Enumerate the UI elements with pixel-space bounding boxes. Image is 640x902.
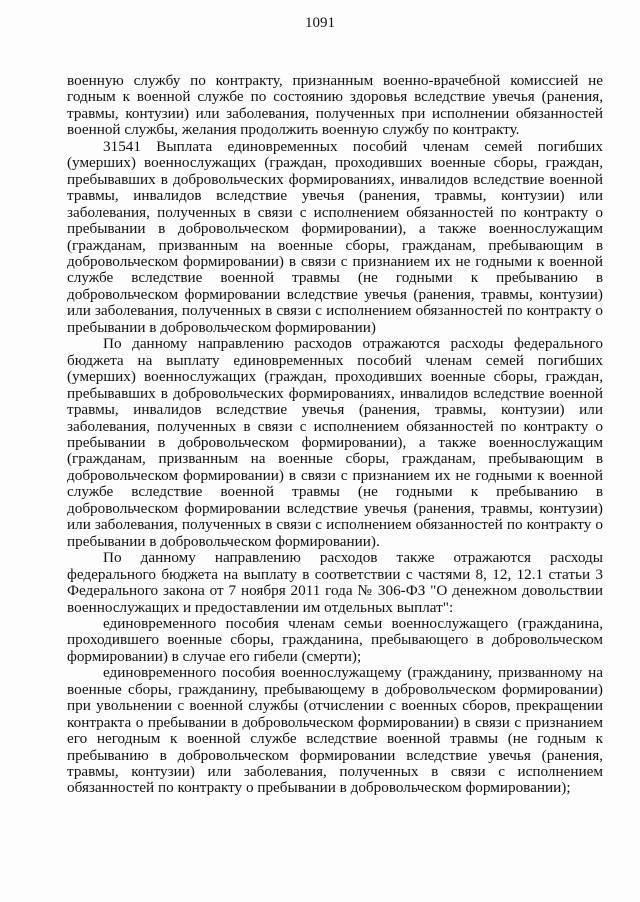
page-number: 1091	[305, 15, 335, 31]
paragraph-dismissal-allowance: единовременного пособия военнослужащему (гражданину, призванному на военные сборы, гражданину, пребывающему в добровольческом формировании) при увольнении с военной службы (отчислении с военных сборов, прекращении контракта о пребывании в добровольческом формировании) в связи с признанием его негодным к военной службе вследствие военной травмы (не годным к пребыванию в добровольческом формировании вследствие увечья (ранения, травмы, контузии) или заболевания, полученных в связи с исполнением обязанностей по контракту о пребывании в добровольческом формировании);	[67, 664, 603, 797]
paragraph-expenses-description: По данному направлению расходов отражаются расходы федерального бюджета на выплату единовременных пособий членам семей погибших (умерших) военнослужащих (граждан, проходивших военные сборы, граждан, пребывавших в добровольческих формированиях, инвалидов вследствие военной травмы, инвалидов вследствие увечья (ранения, травмы, контузии) или заболевания, полученных в связи с исполнением обязанностей по контракту о пребывании в добровольческом формировании), а также военнослужащим (гражданам, призванным на военные сборы, гражданам, пребывающим в добровольческом формировании) в связи с признанием их не годными к военной службе вследствие военной травмы (не годными к пребыванию в добровольческом формировании вследствие увечья (ранения, травмы, контузии) или заболевания, полученных в связи с исполнением обязанностей по контракту о пребывании в добровольческом формировании).	[67, 335, 603, 550]
paragraph-continuation: военную службу по контракту, признанным военно-врачебной комиссией не годным к военной службе по состоянию здоровья вследствие увечья (ранения, травмы, контузии) или заболевания, полученных при исполнении обязанностей военной службы, желания продолжить военную службу по контракту.	[67, 72, 603, 139]
paragraph-31541-heading: 31541 Выплата единовременных пособий членам семей погибших (умерших) военнослужащих (граждан, проходивших военные сборы, граждан, пребывавших в добровольческих формированиях, инвалидов вследствие военной травмы, инвалидов вследствие увечья (ранения, травмы, контузии) или заболевания, полученных в связи с исполнением обязанностей по контракту о пребывании в добровольческом формировании), а также военнослужащим (гражданам, призванным на военные сборы, гражданам, пребывающим в добровольческом формировании) в связи с признанием их не годными к военной службе вследствие военной травмы (не годными к пребыванию в добровольческом формировании вследствие увечья (ранения, травмы, контузии) или заболевания, полученных в связи с исполнением обязанностей по контракту о пребывании в добровольческом формировании)	[67, 137, 603, 336]
document-body	[67, 73, 603, 797]
paragraph-family-allowance: единовременного пособия членам семьи военнослужащего (гражданина, проходившего военные сборы, гражданина, пребывающего в добровольческом формировании) в случае его гибели (смерти);	[67, 614, 603, 665]
paragraph-additional-expenses: По данному направлению расходов также отражаются расходы федерального бюджета на выплату в соответствии с частями 8, 12, 12.1 статьи 3 Федерального закона от 7 ноября 2011 года № 306-ФЗ "О денежном довольствии военнослужащих и предоставлении им отдельных выплат":	[67, 549, 603, 616]
